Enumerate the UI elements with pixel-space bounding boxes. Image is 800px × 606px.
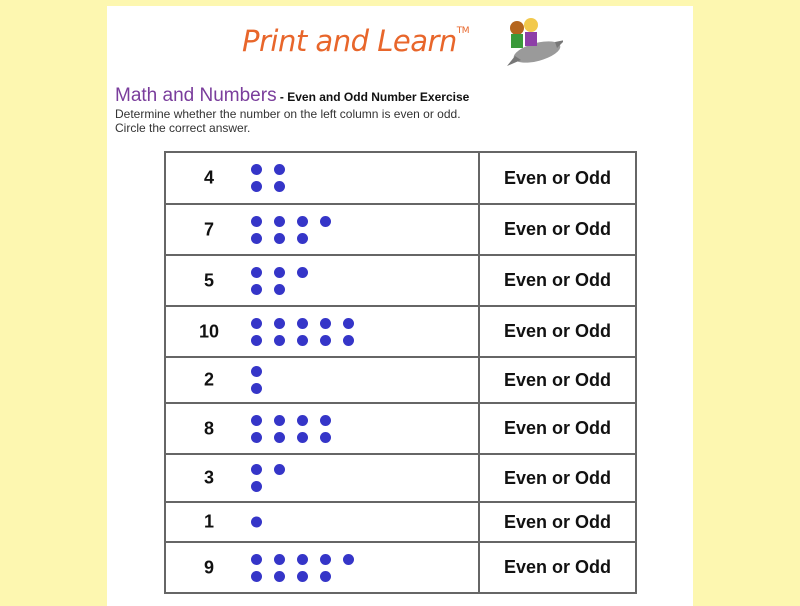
number-cell [165,255,479,306]
number-value: 4 [203,167,214,188]
table-row [165,454,636,502]
table-row [165,542,636,593]
number-value: 1 [203,511,214,532]
dot-icon [251,335,262,346]
number-value: 9 [203,557,214,577]
dot-icon [274,335,285,346]
dot-icon [251,571,262,582]
dot-group [251,315,366,349]
dot-icon [251,318,262,329]
answer-choice[interactable]: Even or Odd [479,454,636,502]
answer-choice[interactable]: Even or Odd [479,403,636,454]
dot-icon [320,554,331,565]
dot-icon [274,233,285,244]
dot-icon [251,554,262,565]
dot-icon [251,216,262,227]
title-sub: - Even and Odd Number Exercise [276,90,470,104]
number-cell [165,502,479,542]
dot-icon [274,284,285,295]
answer-choice[interactable]: Even or Odd [479,204,636,255]
number-cell [165,454,479,502]
number-value: 10 [198,321,220,341]
answer-choice[interactable]: Even or Odd [479,542,636,593]
answer-choice[interactable]: Even or Odd [479,255,636,306]
number-value: 5 [203,270,214,290]
dot-icon [251,481,262,492]
dot-icon [297,267,308,278]
dot-icon [320,216,331,227]
dot-icon [320,335,331,346]
logo [242,24,469,58]
table-row [165,502,636,542]
dot-icon [320,432,331,443]
dot-group [251,412,343,446]
number-value: 2 [203,369,214,390]
dot-icon [297,554,308,565]
dot-icon [343,318,354,329]
dot-icon [320,415,331,426]
dot-icon [274,216,285,227]
dot-icon [320,571,331,582]
dot-icon [274,415,285,426]
dot-icon [251,164,262,175]
dot-icon [251,432,262,443]
rocket-kids-icon [493,14,563,70]
number-cell [165,306,479,357]
dot-group [251,551,366,585]
page-title [115,85,469,107]
trademark: TM [456,26,470,36]
dot-icon [274,318,285,329]
dot-group [251,161,297,195]
dot-icon [274,267,285,278]
number-value: 3 [203,467,214,488]
instruction-line: Determine whether the number on the left column is even or odd. [115,107,461,121]
worksheet-page [107,6,693,606]
dot-group [251,461,297,495]
table-row [165,306,636,357]
dot-icon [274,571,285,582]
answer-choice[interactable]: Even or Odd [479,306,636,357]
dot-icon [320,318,331,329]
dot-icon [274,554,285,565]
dot-group [251,514,274,531]
dot-icon [274,432,285,443]
logo-text: Print and Learn [242,24,457,58]
dot-icon [251,464,262,475]
number-cell [165,403,479,454]
dot-icon [297,571,308,582]
number-value: 7 [203,219,214,239]
number-cell [165,204,479,255]
title-main: Math and Numbers [115,85,277,106]
dot-icon [274,181,285,192]
dot-icon [251,181,262,192]
table-row [165,152,636,204]
dot-icon [251,233,262,244]
answer-choice[interactable]: Even or Odd [479,152,636,204]
dot-group [251,363,274,397]
dot-icon [251,383,262,394]
number-cell [165,152,479,204]
dot-icon [251,517,262,528]
dot-icon [251,267,262,278]
dot-icon [343,335,354,346]
number-value: 8 [203,418,214,438]
table-row [165,357,636,403]
dot-icon [274,164,285,175]
dot-icon [251,366,262,377]
dot-icon [251,284,262,295]
dot-icon [297,432,308,443]
dot-icon [297,233,308,244]
number-cell [165,357,479,403]
exercise-table [164,151,637,594]
dot-icon [297,216,308,227]
table-row [165,403,636,454]
table-row [165,204,636,255]
answer-choice[interactable]: Even or Odd [479,502,636,542]
answer-choice[interactable]: Even or Odd [479,357,636,403]
table-row [165,255,636,306]
dot-icon [274,464,285,475]
dot-icon [297,335,308,346]
number-cell [165,542,479,593]
dot-group [251,213,343,247]
dot-group [251,264,320,298]
dot-icon [297,318,308,329]
dot-icon [343,554,354,565]
instructions [115,107,461,135]
dot-icon [297,415,308,426]
dot-icon [251,415,262,426]
instruction-line: Circle the correct answer. [115,121,251,135]
